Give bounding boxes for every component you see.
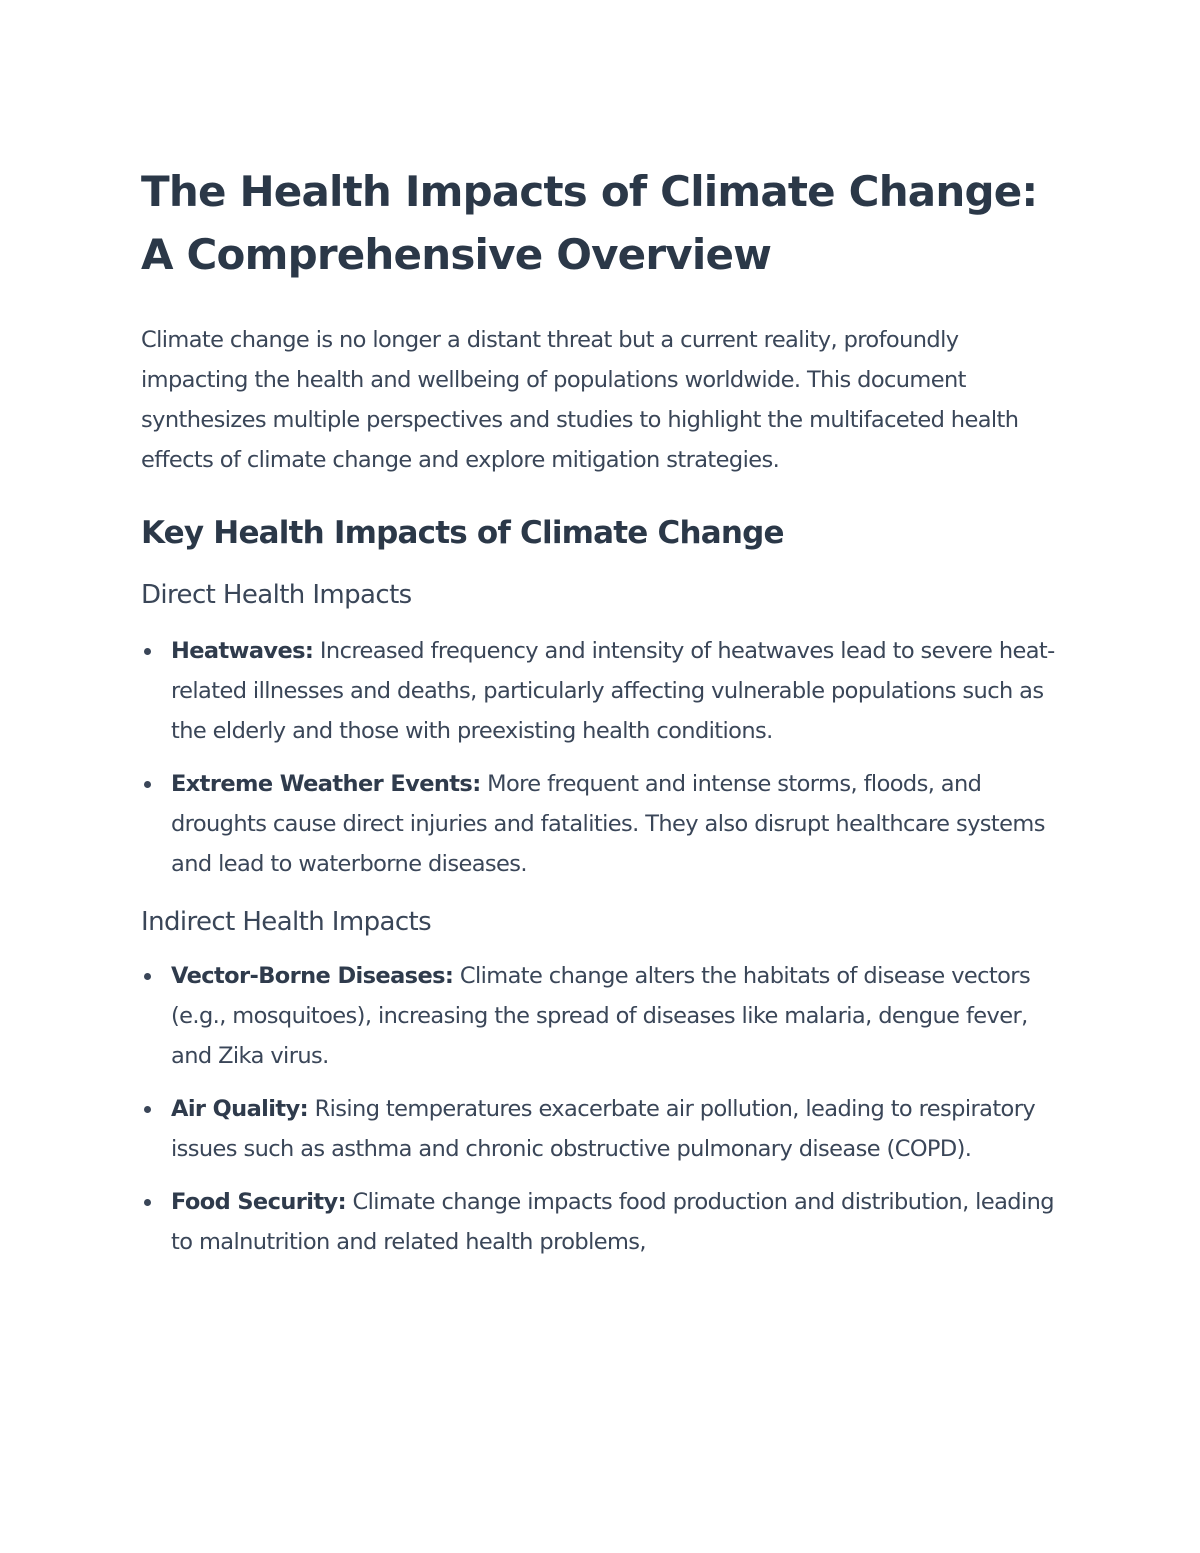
list-item <box>141 1182 1071 1262</box>
document-page <box>141 160 1071 1275</box>
item-term: Vector-Borne Diseases: <box>171 963 454 989</box>
indirect-impacts-list <box>141 956 1071 1262</box>
item-text: Increased frequency and intensity of heatwaves lead to severe heat-related illnesses and deaths, particularly affecting vulnerable populations such as the elderly and those with preexisting health conditions. <box>171 638 1055 744</box>
item-text: Climate change alters the habitats of disease vectors (e.g., mosquitoes), increasing the spread of diseases like malaria, dengue fever, and Zika virus. <box>171 963 1031 1069</box>
list-item <box>141 764 1071 884</box>
intro-paragraph: Climate change is no longer a distant threat but a current reality, profoundly impacting the health and wellbeing of populations worldwide. This document synthesizes multiple perspectives and studies to highlight the multifaceted health effects of climate change and explore mitigation strategies. <box>141 327 1019 473</box>
bullet-icon <box>144 1106 151 1113</box>
direct-impacts-list <box>141 631 1071 884</box>
bullet-icon <box>144 781 151 788</box>
item-text: More frequent and intense storms, floods, and droughts cause direct injuries and fatalities. They also disrupt healthcare systems and lead to waterborne diseases. <box>171 771 1045 877</box>
list-item <box>141 956 1071 1076</box>
item-term: Air Quality: <box>171 1096 309 1122</box>
direct-impacts-heading: Direct Health Impacts <box>141 580 412 610</box>
item-term: Food Security: <box>171 1189 346 1215</box>
document-title-line-1: The Health Impacts of Climate Change: <box>141 167 1038 216</box>
bullet-icon <box>144 1199 151 1206</box>
list-item <box>141 1089 1071 1169</box>
item-text: Climate change impacts food production and distribution, leading to malnutrition and related health problems, <box>171 1189 1054 1255</box>
list-item <box>141 631 1071 751</box>
section-heading: Key Health Impacts of Climate Change <box>141 515 784 551</box>
indirect-impacts-heading: Indirect Health Impacts <box>141 907 432 937</box>
document-title-line-2: A Comprehensive Overview <box>141 230 772 279</box>
item-text: Rising temperatures exacerbate air pollution, leading to respiratory issues such as asthma and chronic obstructive pulmonary disease (COPD). <box>171 1096 1036 1162</box>
bullet-icon <box>144 648 151 655</box>
document-title <box>141 160 1071 286</box>
item-term: Extreme Weather Events: <box>171 771 481 797</box>
bullet-icon <box>144 973 151 980</box>
item-term: Heatwaves: <box>171 638 314 664</box>
